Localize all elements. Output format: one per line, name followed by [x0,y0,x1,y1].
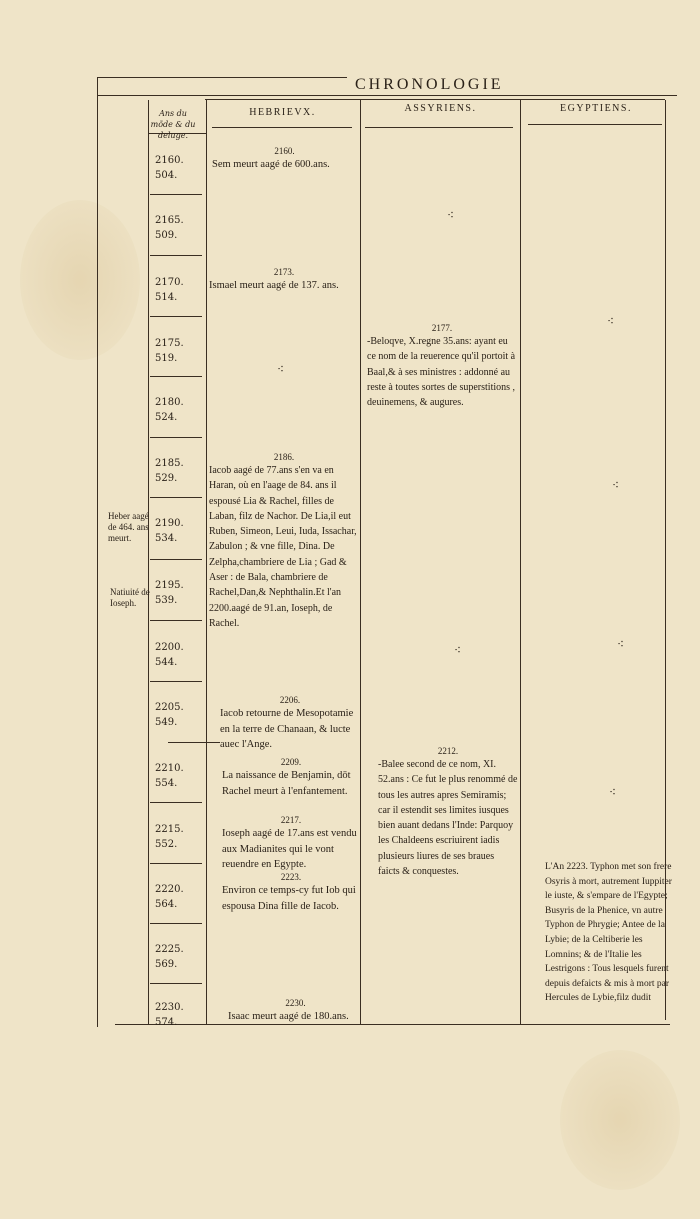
assyriens-heading: ASSYRIENS. [404,103,477,114]
hebreux-entry: 2230. Isaac meurt aagé de 180.ans. [228,998,349,1022]
ornament-dots: ⁖ [617,637,624,651]
header-rule [212,127,352,128]
hebreux-entry: 2209. La naissance de Benjamin, dōt Rachel meurt à l'enfantement. [222,757,351,797]
title-underline [97,95,677,96]
year-separator [150,620,202,621]
year-separator [168,742,220,743]
hebreux-entry: 2217. Ioseph aagé de 17.ans est vendu aux Madianites qui le vont reuendre en Egypte. [222,815,357,870]
assyriens-right-rule [520,100,521,1025]
egyptiens-entry: L'An 2223. Typhon met son frere Osyris à mort, autrement Iuppiter le iuste, & s'empare de l'Egypte; Busyris de la Phenice, vn autre Typhon de Phrygie; Antee de la Lybie; de la Celtiberie les Lomnins; & de l'Italie les Lestrigons : Tous lesquels furent depuis defaicts & mis à mort par Hercules de Lybie,filz dudit [545,862,672,1004]
title-underline [205,99,665,100]
ornament-dots: ⁖ [277,362,284,376]
year-separator [150,681,202,682]
year-cell: 2160. 504. [155,155,184,181]
year-col-left-rule [148,100,149,1025]
year-separator [150,923,202,924]
ornament-dots: ⁖ [454,643,461,657]
hebreux-heading: HEBRIEVX. [249,107,316,118]
year-cell: 2170. 514. [155,277,184,303]
margin-note: Natiuité de Ioseph. [110,587,150,608]
hebreux-entry: 2206. Iacob retourne de Mesopotamie en la terre de Chanaan, & lucte auec l'Ange. [220,695,354,750]
year-cell: 2180. 524. [155,397,184,423]
year-separator [150,863,202,864]
paper-stain [560,1050,680,1190]
header-rule [365,127,513,128]
hebreux-entry: 2160. Sem meurt aagé de 600.ans. [212,146,330,170]
page-title: CHRONOLOGIE [355,76,504,93]
hebreux-entry: 2173. Ismael meurt aagé de 137. ans. [209,267,339,291]
year-separator [150,376,202,377]
year-cell: 2175. 519. [155,338,184,364]
year-separator [150,983,202,984]
year-separator [150,559,202,560]
year-cell: 2200. 544. [155,642,184,668]
year-cell: 2220. 564. [155,884,184,910]
hebreux-entry: 2223. Environ ce temps-cy fut Iob qui espousa Dina fille de Iacob. [222,872,356,912]
ornament-dots: ⁖ [612,478,619,492]
ornament-dots: ⁖ [447,208,454,222]
year-cell: 2210. 554. [155,763,184,789]
year-col-right-rule [206,100,207,1025]
outer-left-rule [97,77,98,1027]
year-cell: 2215. 552. [155,824,184,850]
year-separator [150,497,202,498]
year-separator [150,802,202,803]
year-separator [150,255,202,256]
hebreux-entry: 2186. Iacob aagé de 77.ans s'en va en Haran, où en l'aage de 84. ans il espousé Lia & Rachel, filles de Laban, filz de Nachor. De Lia,il eut Ruben, Simeon, Leui, Iuda, Issachar, Zabulon ; & vne fille, Dina. De Zelpha,chambriere de Lia ; Gad & Aser : de Bala, chambriere de Rachel,Dan,& Nephthalin.Et l'an 2200.aagé de 91.an, Ioseph, de Rachel. [209,452,357,629]
ornament-dots: ⁖ [609,785,616,799]
ornament-dots: ⁖ [607,314,614,328]
year-cell: 2230. 574. [155,1002,184,1028]
year-cell: 2190. 534. [155,518,184,544]
year-column-heading: Ans du mõde & du deluge. [150,109,196,140]
margin-note: Heber aagé de 464. ans meurt. [108,511,149,543]
year-separator [150,437,202,438]
top-rule [97,77,347,78]
year-separator [150,316,202,317]
year-cell: 2165. 509. [155,215,184,241]
header-rule [528,124,662,125]
year-cell: 2185. 529. [155,458,184,484]
paper-stain [20,200,140,360]
year-separator [150,194,202,195]
year-cell: 2225. 569. [155,944,184,970]
assyriens-entry: 2177. -Beloqve, X.regne 35.ans: ayant eu ce nom de la reuerence qu'il portoit à Baal,& à ses ministres : addonné au reste à toutes sortes de superstitions , deuinemens, & augures. [367,323,516,409]
year-cell: 2195. 539. [155,580,184,606]
egyptiens-heading: EGYPTIENS. [560,103,632,114]
year-cell: 2205. 549. [155,702,184,728]
assyriens-entry: 2212. -Balee second de ce nom, XI. 52.ans : Ce fut le plus renommé de tous les autres apres Semiramis; car il estendit ses limites iusques bien auant dedans l'Inde: Parquoy les Chaldeens escriuirent iadis plusieurs liures de ses braues faicts & conquestes. [378,746,518,878]
hebreux-right-rule [360,100,361,1025]
